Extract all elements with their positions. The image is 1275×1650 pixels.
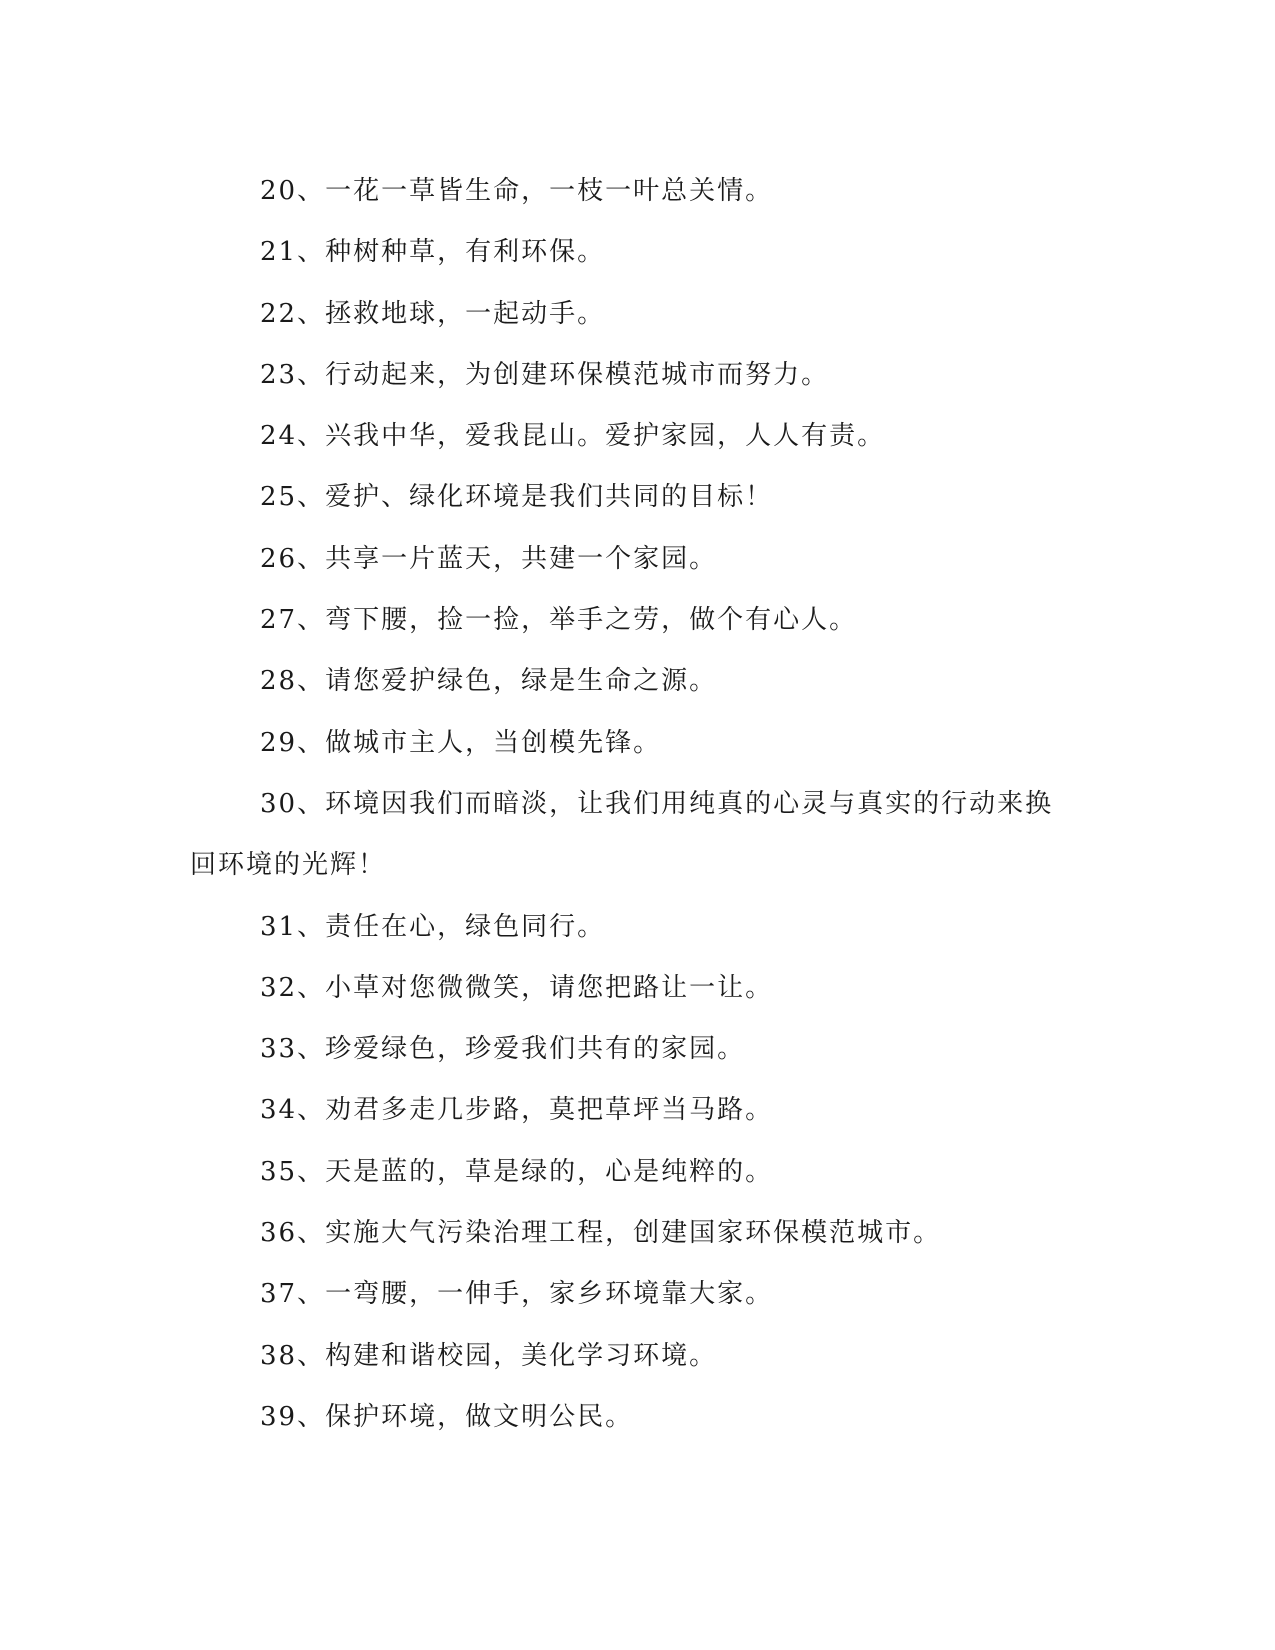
- slogan-item: 33、珍爱绿色，珍爱我们共有的家园。: [260, 1034, 746, 1065]
- slogan-item: 29、做城市主人，当创模先锋。: [260, 727, 662, 758]
- slogan-item: 34、劝君多走几步路，莫把草坪当马路。: [260, 1095, 774, 1126]
- slogan-item: 31、责任在心，绿色同行。: [260, 911, 606, 942]
- slogan-item: 25、爱护、绿化环境是我们共同的目标！: [260, 482, 774, 513]
- slogan-item: 38、构建和谐校园，美化学习环境。: [260, 1340, 718, 1371]
- slogan-item: 32、小草对您微微笑，请您把路让一让。: [260, 972, 774, 1003]
- slogan-item: 26、共享一片蓝天，共建一个家园。: [260, 543, 718, 574]
- slogan-item: 30、环境因我们而暗淡，让我们用纯真的心灵与真实的行动来换回环境的光辉！: [190, 788, 1054, 881]
- slogan-item: 36、实施大气污染治理工程，创建国家环保模范城市。: [260, 1218, 942, 1249]
- slogan-item: 24、兴我中华，爱我昆山。爱护家园，人人有责。: [260, 421, 886, 452]
- slogan-item: 35、天是蓝的，草是绿的，心是纯粹的。: [260, 1156, 774, 1187]
- slogan-item: 27、弯下腰，捡一捡，举手之劳，做个有心人。: [260, 605, 858, 636]
- slogan-item: 22、拯救地球，一起动手。: [260, 298, 606, 329]
- slogan-item: 37、一弯腰，一伸手，家乡环境靠大家。: [260, 1279, 774, 1310]
- slogan-item: 21、种树种草，有利环保。: [260, 237, 606, 268]
- slogan-item: 20、一花一草皆生命，一枝一叶总关情。: [260, 176, 774, 206]
- slogan-item: 23、行动起来，为创建环保模范城市而努力。: [260, 359, 830, 390]
- slogan-list: [190, 161, 1080, 1448]
- slogan-item: 28、请您爱护绿色，绿是生命之源。: [260, 666, 718, 697]
- slogan-item: 39、保护环境，做文明公民。: [260, 1401, 634, 1432]
